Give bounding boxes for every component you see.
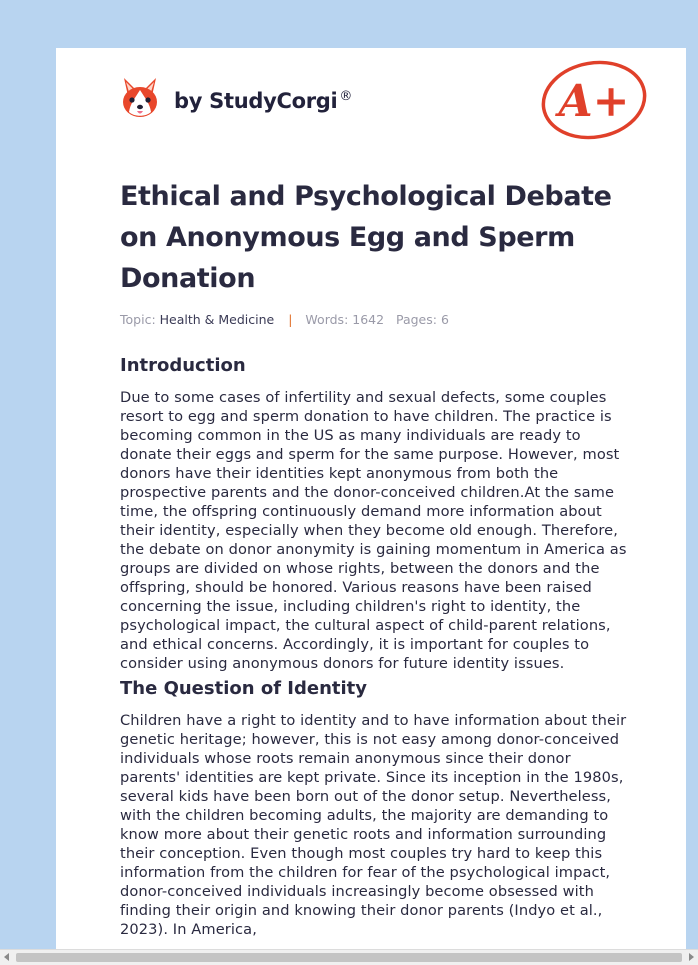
section-heading-identity: The Question of Identity [120,678,368,699]
corgi-icon [120,76,160,120]
section-paragraph-introduction: Due to some cases of infertility and sexual defects, some couples resort to egg and sperm donation to have children. The practice is becoming common in the US as many individuals are ready to donate their eggs and sperm for the same purpose. However, most donors have their identities kept anonymous from both the prospective parents and the donor-conceived children.At the same time, the offspring continuously demand more information about their identity, especially when they become old enough. Therefore, the debate on donor anonymity is gaining momentum in America as groups are divided on whose rights, between the donors and the offspring, should be honored. Various reasons have been raised concerning the issue, including children's right to identity, the psychological impact, the cultural aspect of child-parent relations, and ethical concerns. Accordingly, it is important for couples to consider using anonymous donors for future identity issues. [120,389,627,672]
page-count: Pages: 6 [395,312,449,327]
scroll-left-icon[interactable] [4,953,9,961]
word-count: Words: 1642 [305,312,385,327]
topic-label: Topic: [120,312,156,327]
document-meta [120,312,449,327]
document-body [120,354,632,939]
document-page [56,48,686,964]
horizontal-scrollbar[interactable] [0,949,698,965]
scroll-right-icon[interactable] [689,953,694,961]
grade-badge-text: A+ [558,76,630,127]
meta-separator: | [288,312,293,327]
registered-mark: ® [339,89,353,104]
studycorgi-logo[interactable] [120,76,352,120]
section-heading-introduction: Introduction [120,355,246,376]
page-title: Ethical and Psychological Debate on Anonymous Egg and Sperm Donation [120,181,612,294]
brand-name [174,89,352,113]
section-paragraph-identity: Children have a right to identity and to have information about their genetic heritage; however, this is not easy among donor-conceived individuals whose roots remain anonymous since their donor parents' identities are kept private. Since its inception in the 1980s, several kids have been born out of the donor setup. Nevertheless, with the children becoming adults, the majority are demanding to know more about their genetic roots and information surrounding their conception. Even though most couples try hard to keep this information from the children for fear of the psychological impact, donor-conceived individuals increasingly become obsessed with finding their origin and knowing their donor parents (Indyo et al., 2023). In America, [120,712,627,938]
scrollbar-thumb[interactable] [16,953,682,962]
topic-link[interactable]: Health & Medicine [159,312,275,327]
grade-badge [538,58,650,146]
brand-text: by StudyCorgi [174,89,338,113]
